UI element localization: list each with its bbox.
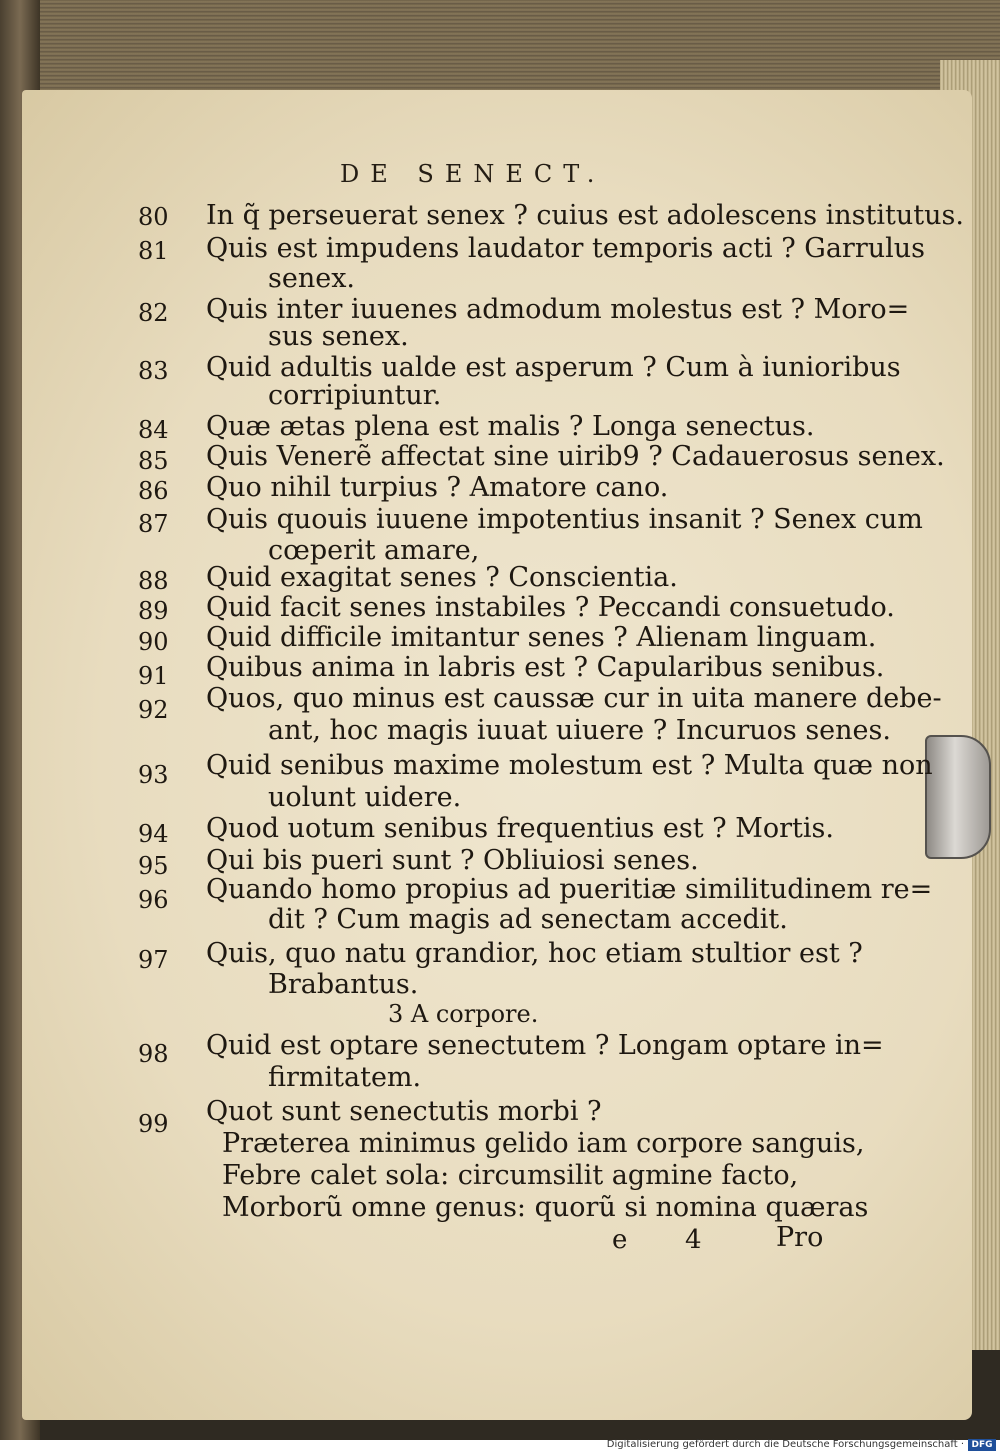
entry-number: 88 bbox=[138, 567, 169, 595]
entry-line: Quæ ætas plena est malis ? Longa senectus. bbox=[206, 411, 815, 442]
entry-line: Quid facit senes instabiles ? Peccandi consuetudo. bbox=[206, 592, 895, 623]
entry-number: 86 bbox=[138, 477, 169, 505]
entry-line: Quo nihil turpius ? Amatore cano. bbox=[206, 472, 669, 503]
entry-line: Quis quouis iuuene impotentius insanit ? Senex cum bbox=[206, 504, 923, 535]
verse-line: Febre calet sola: circumsilit agmine facto, bbox=[222, 1160, 799, 1191]
credit-text: Digitalisierung gefördert durch die Deutsche Forschungsgemeinschaft · bbox=[606, 1439, 964, 1450]
entry-number: 83 bbox=[138, 357, 169, 385]
entry-line: Quibus anima in labris est ? Capularibus senibus. bbox=[206, 652, 885, 683]
entry-number: 99 bbox=[138, 1110, 169, 1138]
entry-line: Quid difficile imitantur senes ? Alienam linguam. bbox=[206, 622, 877, 653]
entry-line: Quis est impudens laudator temporis acti ? Garrulus bbox=[206, 233, 926, 264]
entry-number: 91 bbox=[138, 662, 169, 690]
catchword: Pro bbox=[776, 1222, 824, 1253]
entry-number: 92 bbox=[138, 696, 169, 724]
entry-line: cœperit amare, bbox=[268, 535, 480, 566]
signature-number: 4 bbox=[685, 1225, 702, 1255]
entry-number: 96 bbox=[138, 886, 169, 914]
entry-number: 80 bbox=[138, 203, 169, 231]
entry-line: Quis, quo natu grandior, hoc etiam stultior est ? bbox=[206, 938, 863, 969]
entry-line: Quando homo propius ad pueritiæ similitudinem re= bbox=[206, 874, 933, 905]
entry-number: 93 bbox=[138, 761, 169, 789]
entry-line: Quot sunt senectutis morbi ? bbox=[206, 1096, 602, 1127]
entry-line: senex. bbox=[268, 263, 356, 294]
entry-line: dit ? Cum magis ad senectam accedit. bbox=[268, 904, 788, 935]
entry-number: 98 bbox=[138, 1040, 169, 1068]
verse-line: Præterea minimus gelido iam corpore sanguis, bbox=[222, 1128, 865, 1159]
entry-number: 82 bbox=[138, 299, 169, 327]
entry-number: 90 bbox=[138, 628, 169, 656]
entry-line: uolunt uidere. bbox=[268, 782, 462, 813]
entry-line: Quid senibus maxime molestum est ? Multa quæ non bbox=[206, 750, 933, 781]
entry-line: Brabantus. bbox=[268, 969, 419, 1000]
entry-line: Quos, quo minus est caussæ cur in uita manere debe- bbox=[206, 683, 942, 714]
entry-line: In q̃ perseuerat senex ? cuius est adolescens institutus. bbox=[206, 200, 964, 231]
running-head: DE SENECT. bbox=[340, 160, 606, 188]
entry-line: Quod uotum senibus frequentius est ? Mortis. bbox=[206, 813, 834, 844]
entry-line: firmitatem. bbox=[268, 1062, 422, 1093]
entry-line: Quis inter iuuenes admodum molestus est ? Moro= bbox=[206, 294, 910, 325]
entry-line: ant, hoc magis iuuat uiuere ? Incuruos senes. bbox=[268, 715, 891, 746]
entry-number: 84 bbox=[138, 416, 169, 444]
dfg-logo: DFG bbox=[968, 1439, 996, 1451]
entry-line: Qui bis pueri sunt ? Obliuiosi senes. bbox=[206, 845, 699, 876]
entry-number: 85 bbox=[138, 447, 169, 475]
entry-line: Quid est optare senectutem ? Longam optare in= bbox=[206, 1030, 884, 1061]
entry-line: corripiuntur. bbox=[268, 380, 442, 411]
entry-line: sus senex. bbox=[268, 321, 409, 352]
entry-number: 97 bbox=[138, 946, 169, 974]
entry-line: Quid adultis ualde est asperum ? Cum à iunioribus bbox=[206, 352, 901, 383]
entry-line: Quid exagitat senes ? Conscientia. bbox=[206, 562, 678, 593]
entry-number: 94 bbox=[138, 820, 169, 848]
page-edges-top bbox=[0, 0, 1000, 95]
entry-number: 89 bbox=[138, 597, 169, 625]
metal-clasp bbox=[925, 735, 991, 859]
section-heading: 3 A corpore. bbox=[388, 1000, 539, 1028]
entry-line: Quis Venerẽ affectat sine uirib9 ? Cadauerosus senex. bbox=[206, 441, 945, 472]
verse-line: Morborũ omne genus: quorũ si nomina quæras bbox=[222, 1192, 869, 1223]
entry-number: 95 bbox=[138, 852, 169, 880]
entry-number: 81 bbox=[138, 237, 169, 265]
signature-mark: e bbox=[612, 1225, 628, 1255]
entry-number: 87 bbox=[138, 510, 169, 538]
